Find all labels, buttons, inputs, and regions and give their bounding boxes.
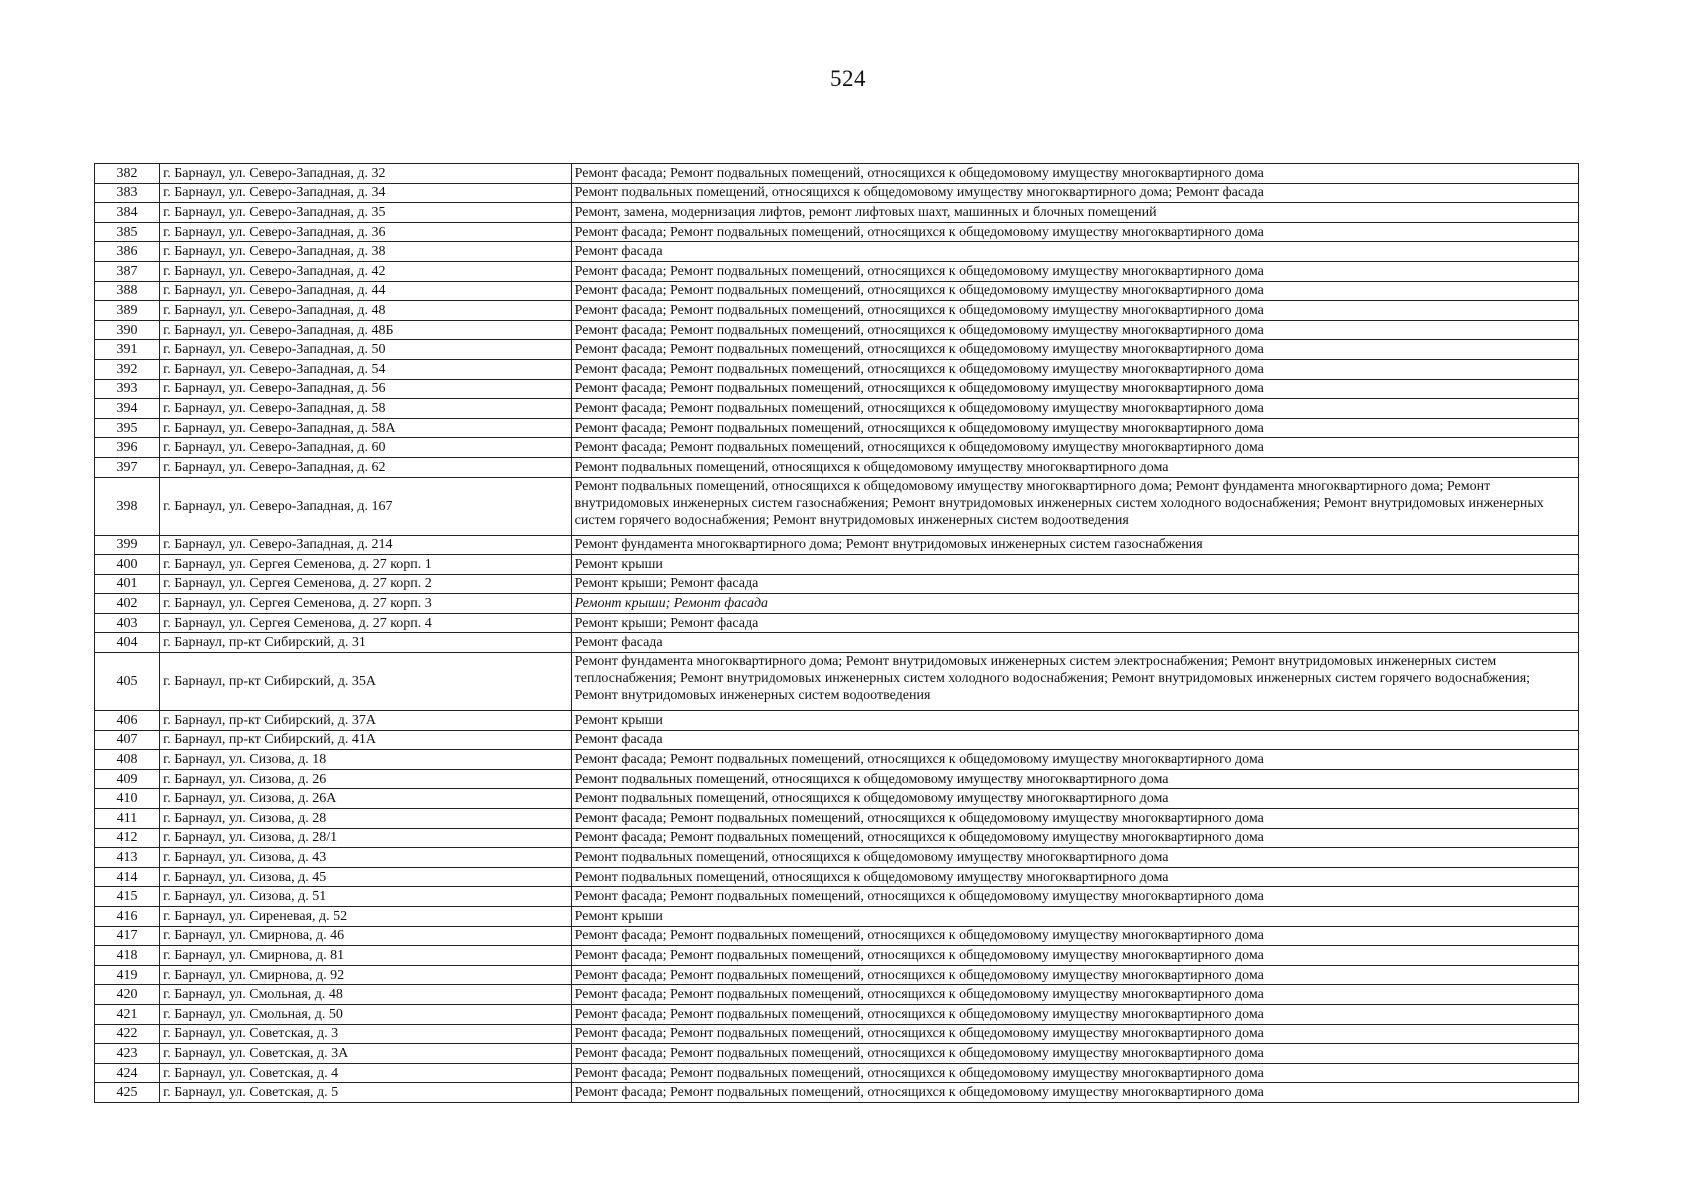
works-cell: Ремонт фасада	[571, 730, 1578, 750]
works-cell: Ремонт фасада; Ремонт подвальных помещений, относящихся к общедомовому имуществу многоквартирного дома	[571, 887, 1578, 907]
address-cell: г. Барнаул, ул. Северо-Западная, д. 36	[160, 222, 572, 242]
address-cell: г. Барнаул, ул. Советская, д. 3А	[160, 1044, 572, 1064]
works-cell: Ремонт подвальных помещений, относящихся к общедомовому имуществу многоквартирного дома	[571, 769, 1578, 789]
works-cell: Ремонт фасада; Ремонт подвальных помещений, относящихся к общедомовому имуществу многоквартирного дома	[571, 809, 1578, 829]
address-cell: г. Барнаул, ул. Сизова, д. 28/1	[160, 828, 572, 848]
address-cell: г. Барнаул, ул. Северо-Западная, д. 214	[160, 535, 572, 555]
table-row	[95, 594, 1579, 614]
table-row	[95, 438, 1579, 458]
works-cell: Ремонт крыши	[571, 711, 1578, 731]
address-cell: г. Барнаул, ул. Северо-Западная, д. 34	[160, 183, 572, 203]
works-cell: Ремонт подвальных помещений, относящихся к общедомовому имуществу многоквартирного дома	[571, 867, 1578, 887]
works-cell: Ремонт фасада; Ремонт подвальных помещений, относящихся к общедомовому имуществу многоквартирного дома	[571, 301, 1578, 321]
table-row	[95, 457, 1579, 477]
works-cell: Ремонт фасада; Ремонт подвальных помещений, относящихся к общедомовому имуществу многоквартирного дома	[571, 750, 1578, 770]
address-cell: г. Барнаул, ул. Советская, д. 4	[160, 1063, 572, 1083]
table-row	[95, 867, 1579, 887]
address-cell: г. Барнаул, ул. Сизова, д. 45	[160, 867, 572, 887]
row-number-cell: 390	[95, 320, 160, 340]
table-row	[95, 907, 1579, 927]
row-number-cell: 419	[95, 965, 160, 985]
works-cell: Ремонт подвальных помещений, относящихся к общедомовому имуществу многоквартирного дома	[571, 457, 1578, 477]
works-cell: Ремонт фасада; Ремонт подвальных помещений, относящихся к общедомовому имуществу многоквартирного дома	[571, 946, 1578, 966]
works-cell: Ремонт фасада; Ремонт подвальных помещений, относящихся к общедомовому имуществу многоквартирного дома	[571, 1024, 1578, 1044]
table-row	[95, 301, 1579, 321]
table-row	[95, 359, 1579, 379]
row-number-cell: 405	[95, 653, 160, 711]
table-row	[95, 535, 1579, 555]
table-row	[95, 887, 1579, 907]
works-cell: Ремонт подвальных помещений, относящихся к общедомовому имуществу многоквартирного дома; Ремонт фундамента многоквартирного дома; Ремонт внутридомовых инженерных систем газоснабжения; Ремонт внутридомовых инженерных систем холодного водоснабжения; Ремонт внутридомовых инженерных систем горячего водоснабжения; Ремонт внутридомовых инженерных систем водоотведения	[571, 477, 1578, 535]
works-cell: Ремонт фундамента многоквартирного дома; Ремонт внутридомовых инженерных систем электроснабжения; Ремонт внутридомовых инженерных систем теплоснабжения; Ремонт внутридомовых инженерных систем холодного водоснабжения; Ремонт внутридомовых инженерных систем горячего водоснабжения; Ремонт внутридомовых инженерных систем водоотведения	[571, 653, 1578, 711]
table-row	[95, 1044, 1579, 1064]
address-cell: г. Барнаул, ул. Сергея Семенова, д. 27 корп. 3	[160, 594, 572, 614]
row-number-cell: 394	[95, 399, 160, 419]
address-cell: г. Барнаул, ул. Северо-Западная, д. 42	[160, 261, 572, 281]
works-cell: Ремонт фасада; Ремонт подвальных помещений, относящихся к общедомовому имуществу многоквартирного дома	[571, 359, 1578, 379]
row-number-cell: 396	[95, 438, 160, 458]
table-row	[95, 769, 1579, 789]
address-cell: г. Барнаул, ул. Сизова, д. 18	[160, 750, 572, 770]
table-row	[95, 164, 1579, 184]
row-number-cell: 383	[95, 183, 160, 203]
address-cell: г. Барнаул, пр-кт Сибирский, д. 37А	[160, 711, 572, 731]
works-cell: Ремонт крыши; Ремонт фасада	[571, 613, 1578, 633]
table-row	[95, 1024, 1579, 1044]
address-cell: г. Барнаул, ул. Сергея Семенова, д. 27 корп. 2	[160, 574, 572, 594]
works-cell: Ремонт крыши	[571, 555, 1578, 575]
address-cell: г. Барнаул, ул. Сергея Семенова, д. 27 корп. 1	[160, 555, 572, 575]
row-number-cell: 423	[95, 1044, 160, 1064]
row-number-cell: 425	[95, 1083, 160, 1103]
table-row	[95, 242, 1579, 262]
address-cell: г. Барнаул, пр-кт Сибирский, д. 41А	[160, 730, 572, 750]
works-cell: Ремонт фасада; Ремонт подвальных помещений, относящихся к общедомовому имуществу многоквартирного дома	[571, 965, 1578, 985]
row-number-cell: 412	[95, 828, 160, 848]
table-row	[95, 633, 1579, 653]
works-cell: Ремонт подвальных помещений, относящихся к общедомовому имуществу многоквартирного дома; Ремонт фасада	[571, 183, 1578, 203]
row-number-cell: 413	[95, 848, 160, 868]
works-cell: Ремонт, замена, модернизация лифтов, ремонт лифтовых шахт, машинных и блочных помещений	[571, 203, 1578, 223]
table-row	[95, 477, 1579, 535]
row-number-cell: 400	[95, 555, 160, 575]
works-cell: Ремонт подвальных помещений, относящихся к общедомовому имуществу многоквартирного дома	[571, 789, 1578, 809]
works-cell: Ремонт фасада; Ремонт подвальных помещений, относящихся к общедомовому имуществу многоквартирного дома	[571, 222, 1578, 242]
works-cell: Ремонт фундамента многоквартирного дома; Ремонт внутридомовых инженерных систем газоснабжения	[571, 535, 1578, 555]
address-cell: г. Барнаул, ул. Советская, д. 5	[160, 1083, 572, 1103]
address-cell: г. Барнаул, ул. Сизова, д. 26А	[160, 789, 572, 809]
table-row	[95, 985, 1579, 1005]
works-cell: Ремонт фасада; Ремонт подвальных помещений, относящихся к общедомовому имуществу многоквартирного дома	[571, 340, 1578, 360]
works-cell: Ремонт фасада; Ремонт подвальных помещений, относящихся к общедомовому имуществу многоквартирного дома	[571, 926, 1578, 946]
address-cell: г. Барнаул, ул. Северо-Западная, д. 38	[160, 242, 572, 262]
address-cell: г. Барнаул, ул. Сизова, д. 26	[160, 769, 572, 789]
works-cell: Ремонт крыши; Ремонт фасада	[571, 574, 1578, 594]
row-number-cell: 414	[95, 867, 160, 887]
table-row	[95, 1083, 1579, 1103]
works-cell: Ремонт фасада; Ремонт подвальных помещений, относящихся к общедомовому имуществу многоквартирного дома	[571, 320, 1578, 340]
table-row	[95, 1004, 1579, 1024]
row-number-cell: 393	[95, 379, 160, 399]
row-number-cell: 389	[95, 301, 160, 321]
row-number-cell: 399	[95, 535, 160, 555]
address-cell: г. Барнаул, ул. Северо-Западная, д. 54	[160, 359, 572, 379]
address-cell: г. Барнаул, пр-кт Сибирский, д. 35А	[160, 653, 572, 711]
address-cell: г. Барнаул, ул. Смольная, д. 48	[160, 985, 572, 1005]
table-row	[95, 183, 1579, 203]
repair-registry-table	[94, 163, 1579, 1103]
address-cell: г. Барнаул, ул. Северо-Западная, д. 32	[160, 164, 572, 184]
works-cell: Ремонт фасада; Ремонт подвальных помещений, относящихся к общедомовому имуществу многоквартирного дома	[571, 1063, 1578, 1083]
address-cell: г. Барнаул, ул. Сизова, д. 43	[160, 848, 572, 868]
address-cell: г. Барнаул, ул. Северо-Западная, д. 35	[160, 203, 572, 223]
works-cell: Ремонт фасада; Ремонт подвальных помещений, относящихся к общедомовому имуществу многоквартирного дома	[571, 828, 1578, 848]
address-cell: г. Барнаул, ул. Смольная, д. 50	[160, 1004, 572, 1024]
table-row	[95, 613, 1579, 633]
row-number-cell: 402	[95, 594, 160, 614]
address-cell: г. Барнаул, ул. Северо-Западная, д. 58	[160, 399, 572, 419]
address-cell: г. Барнаул, ул. Сиреневая, д. 52	[160, 907, 572, 927]
works-cell: Ремонт фасада; Ремонт подвальных помещений, относящихся к общедомовому имуществу многоквартирного дома	[571, 985, 1578, 1005]
works-cell: Ремонт фасада; Ремонт подвальных помещений, относящихся к общедомовому имуществу многоквартирного дома	[571, 418, 1578, 438]
row-number-cell: 410	[95, 789, 160, 809]
row-number-cell: 411	[95, 809, 160, 829]
page-number: 524	[830, 66, 866, 91]
table-row	[95, 946, 1579, 966]
table-row	[95, 320, 1579, 340]
works-cell: Ремонт фасада; Ремонт подвальных помещений, относящихся к общедомовому имуществу многоквартирного дома	[571, 438, 1578, 458]
table-row	[95, 809, 1579, 829]
address-cell: г. Барнаул, ул. Сизова, д. 51	[160, 887, 572, 907]
address-cell: г. Барнаул, ул. Северо-Западная, д. 56	[160, 379, 572, 399]
row-number-cell: 417	[95, 926, 160, 946]
works-cell: Ремонт крыши; Ремонт фасада	[571, 594, 1578, 614]
table-row	[95, 1063, 1579, 1083]
address-cell: г. Барнаул, ул. Северо-Западная, д. 167	[160, 477, 572, 535]
row-number-cell: 415	[95, 887, 160, 907]
address-cell: г. Барнаул, ул. Северо-Западная, д. 44	[160, 281, 572, 301]
row-number-cell: 384	[95, 203, 160, 223]
row-number-cell: 406	[95, 711, 160, 731]
address-cell: г. Барнаул, ул. Смирнова, д. 92	[160, 965, 572, 985]
works-cell: Ремонт подвальных помещений, относящихся к общедомовому имуществу многоквартирного дома	[571, 848, 1578, 868]
table-row	[95, 711, 1579, 731]
table-row	[95, 379, 1579, 399]
address-cell: г. Барнаул, ул. Северо-Западная, д. 48	[160, 301, 572, 321]
row-number-cell: 407	[95, 730, 160, 750]
table-row	[95, 261, 1579, 281]
table-row	[95, 222, 1579, 242]
table-row	[95, 828, 1579, 848]
row-number-cell: 418	[95, 946, 160, 966]
works-cell: Ремонт крыши	[571, 907, 1578, 927]
row-number-cell: 424	[95, 1063, 160, 1083]
registry-body	[95, 164, 1579, 1103]
address-cell: г. Барнаул, пр-кт Сибирский, д. 31	[160, 633, 572, 653]
address-cell: г. Барнаул, ул. Северо-Западная, д. 50	[160, 340, 572, 360]
row-number-cell: 388	[95, 281, 160, 301]
row-number-cell: 401	[95, 574, 160, 594]
row-number-cell: 391	[95, 340, 160, 360]
table-row	[95, 653, 1579, 711]
table-row	[95, 555, 1579, 575]
table-row	[95, 418, 1579, 438]
row-number-cell: 395	[95, 418, 160, 438]
row-number-cell: 382	[95, 164, 160, 184]
address-cell: г. Барнаул, ул. Сергея Семенова, д. 27 корп. 4	[160, 613, 572, 633]
works-cell: Ремонт фасада; Ремонт подвальных помещений, относящихся к общедомовому имуществу многоквартирного дома	[571, 164, 1578, 184]
works-cell: Ремонт фасада; Ремонт подвальных помещений, относящихся к общедомовому имуществу многоквартирного дома	[571, 379, 1578, 399]
row-number-cell: 409	[95, 769, 160, 789]
works-cell: Ремонт фасада; Ремонт подвальных помещений, относящихся к общедомовому имуществу многоквартирного дома	[571, 1004, 1578, 1024]
table-row	[95, 399, 1579, 419]
row-number-cell: 387	[95, 261, 160, 281]
table-row	[95, 926, 1579, 946]
table-row	[95, 340, 1579, 360]
address-cell: г. Барнаул, ул. Смирнова, д. 81	[160, 946, 572, 966]
table-row	[95, 848, 1579, 868]
row-number-cell: 398	[95, 477, 160, 535]
table-row	[95, 203, 1579, 223]
table-row	[95, 965, 1579, 985]
row-number-cell: 392	[95, 359, 160, 379]
row-number-cell: 385	[95, 222, 160, 242]
row-number-cell: 422	[95, 1024, 160, 1044]
row-number-cell: 386	[95, 242, 160, 262]
works-cell: Ремонт фасада	[571, 633, 1578, 653]
row-number-cell: 416	[95, 907, 160, 927]
row-number-cell: 421	[95, 1004, 160, 1024]
address-cell: г. Барнаул, ул. Северо-Западная, д. 62	[160, 457, 572, 477]
table-row	[95, 789, 1579, 809]
row-number-cell: 397	[95, 457, 160, 477]
table-row	[95, 750, 1579, 770]
row-number-cell: 403	[95, 613, 160, 633]
address-cell: г. Барнаул, ул. Сизова, д. 28	[160, 809, 572, 829]
works-cell: Ремонт фасада; Ремонт подвальных помещений, относящихся к общедомовому имуществу многоквартирного дома	[571, 261, 1578, 281]
address-cell: г. Барнаул, ул. Северо-Западная, д. 58А	[160, 418, 572, 438]
works-cell: Ремонт фасада	[571, 242, 1578, 262]
works-cell: Ремонт фасада; Ремонт подвальных помещений, относящихся к общедомовому имуществу многоквартирного дома	[571, 399, 1578, 419]
address-cell: г. Барнаул, ул. Северо-Западная, д. 48Б	[160, 320, 572, 340]
works-cell: Ремонт фасада; Ремонт подвальных помещений, относящихся к общедомовому имуществу многоквартирного дома	[571, 1083, 1578, 1103]
table-row	[95, 574, 1579, 594]
table-row	[95, 281, 1579, 301]
row-number-cell: 408	[95, 750, 160, 770]
address-cell: г. Барнаул, ул. Советская, д. 3	[160, 1024, 572, 1044]
address-cell: г. Барнаул, ул. Северо-Западная, д. 60	[160, 438, 572, 458]
row-number-cell: 404	[95, 633, 160, 653]
works-cell: Ремонт фасада; Ремонт подвальных помещений, относящихся к общедомовому имуществу многоквартирного дома	[571, 281, 1578, 301]
address-cell: г. Барнаул, ул. Смирнова, д. 46	[160, 926, 572, 946]
row-number-cell: 420	[95, 985, 160, 1005]
table-row	[95, 730, 1579, 750]
works-cell: Ремонт фасада; Ремонт подвальных помещений, относящихся к общедомовому имуществу многоквартирного дома	[571, 1044, 1578, 1064]
